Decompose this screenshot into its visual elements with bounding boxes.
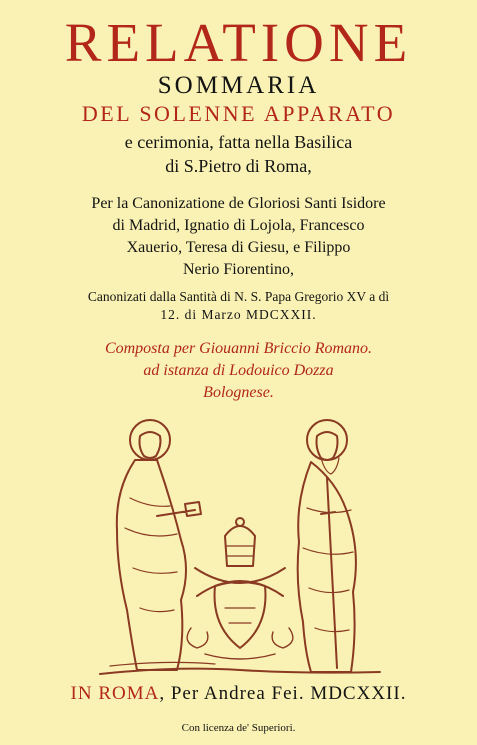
main-title: RELATIONE [64,12,413,73]
occasion-line-3: Xauerio, Teresa di Giesu, e Filippo [126,239,351,256]
canonized-line-1: Canonizati dalla Santità di N. S. Papa Gregorio XV a dì [87,289,390,304]
subtitle-apparato: DEL SOLENNE APPARATO [81,101,396,126]
occasion-line-1: Per la Canonizatione de Gloriosi Santi Isidore [91,195,386,212]
subtitle-location: di S.Pietro di Roma, [165,156,312,176]
author-line-1: Composta per Giouanni Briccio Romano. [104,340,373,357]
canonized-line-2: 12. di Marzo MDCXXII. [160,307,317,322]
subtitle-cerimonia: e cerimonia, fatta nella Basilica [124,132,353,152]
license-note: Con licenza de' Superiori. [181,722,296,734]
imprint [0,683,477,705]
imprint-publisher: , Per Andrea Fei. MDCXXII. [159,683,407,704]
imprint-place: IN ROMA [70,683,160,704]
occasion-line-4: Nerio Fiorentino, [182,261,295,278]
author-line-2: ad istanza di Lodouico Dozza [143,362,334,379]
occasion-line-2: di Madrid, Ignatio di Lojola, Francesco [112,217,365,234]
saints-woodcut-image [95,418,385,680]
author-line-3: Bolognese. [203,384,274,401]
subtitle-sommaria: SOMMARIA [157,72,320,99]
